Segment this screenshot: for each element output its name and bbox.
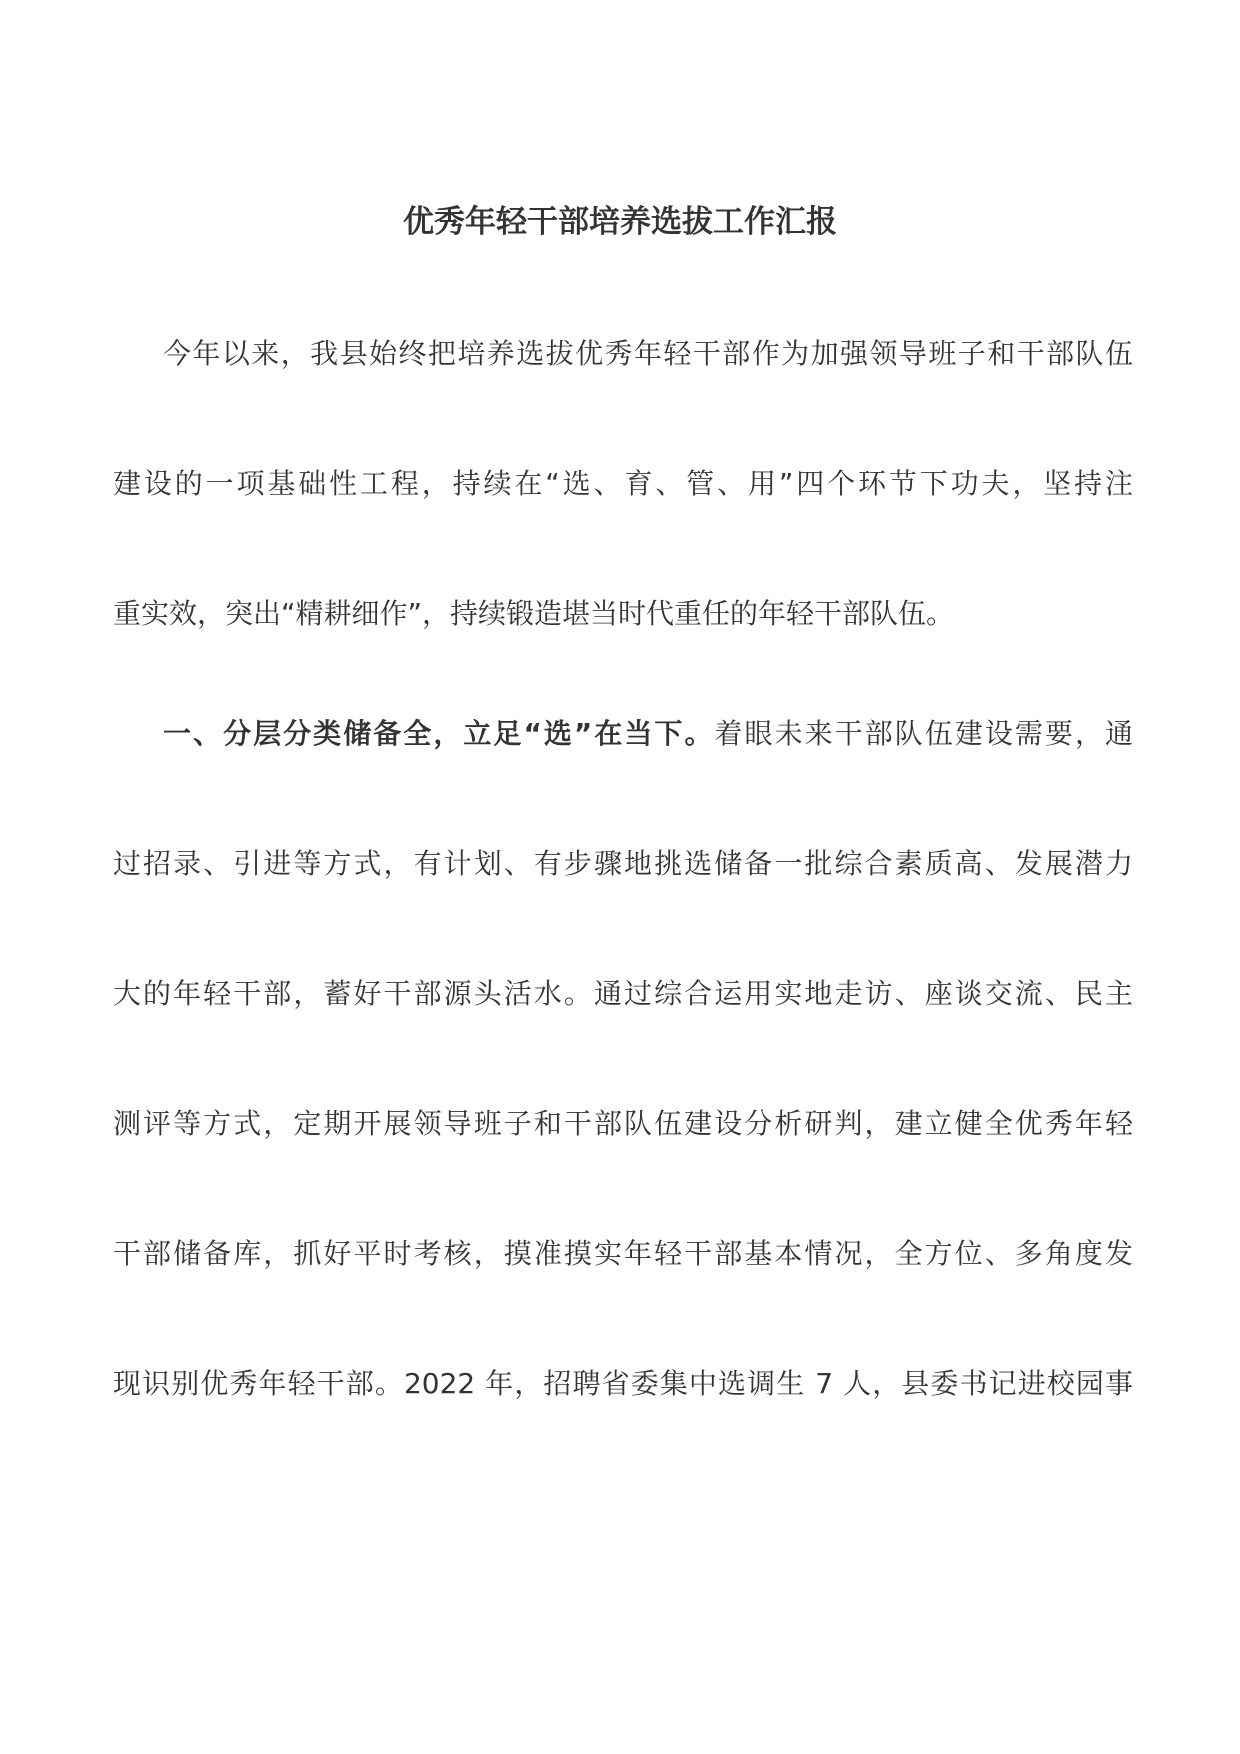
- paragraph-line: 建设的一项基础性工程，持续在“选、育、管、用”四个环节下功夫，坚持注: [113, 467, 1133, 500]
- section-1-heading: 一、分层分类储备全，立足“选”在当下。: [163, 717, 715, 750]
- paragraph-line: 今年以来，我县始终把培养选拔优秀年轻干部作为加强领导班子和干部队伍: [163, 337, 1133, 370]
- paragraph-line: 干部储备库，抓好平时考核，摸准摸实年轻干部基本情况，全方位、多角度发: [113, 1237, 1133, 1270]
- paragraph-line: 测评等方式，定期开展领导班子和干部队伍建设分析研判，建立健全优秀年轻: [113, 1107, 1133, 1140]
- paragraph-line: 大的年轻干部，蓄好干部源头活水。通过综合运用实地走访、座谈交流、民主: [113, 977, 1133, 1010]
- paragraph-line: 重实效，突出“精耕细作”，持续锻造堪当时代重任的年轻干部队伍。: [113, 597, 955, 630]
- document-title: 优秀年轻干部培养选拔工作汇报: [403, 204, 837, 240]
- paragraph-line: 现识别优秀年轻干部。2022 年，招聘省委集中选调生 7 人，县委书记进校园事: [113, 1367, 1133, 1400]
- section-1-first-line: [163, 714, 1133, 754]
- section-1-text: 着眼未来干部队伍建设需要，通: [714, 717, 1133, 750]
- paragraph-line: 过招录、引进等方式，有计划、有步骤地挑选储备一批综合素质高、发展潜力: [113, 847, 1133, 880]
